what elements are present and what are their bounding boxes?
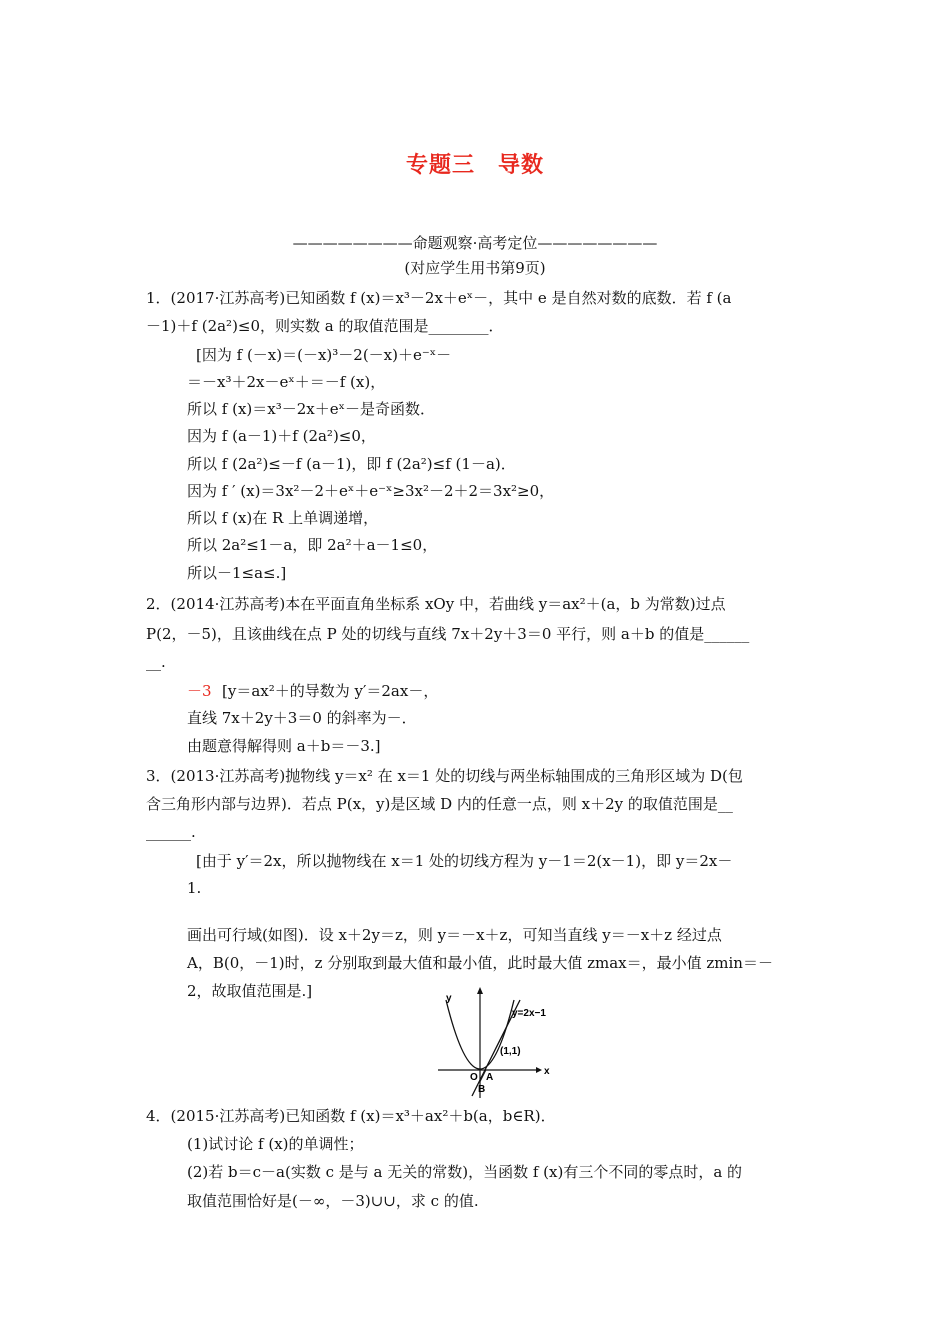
x-axis-arrow (536, 1067, 542, 1073)
problem-4-line-3: (2)若 b＝c－a(实数 c 是与 a 无关的常数)，当函数 f (x)有三个不同的零点时，a 的 (187, 1163, 743, 1181)
problem-2-line-1: 2．(2014·江苏高考)本在平面直角坐标系 xOy 中，若曲线 y＝ax²＋(a，b 为常数)过点 (146, 595, 726, 613)
tangency-point-label: (1,1) (500, 1046, 521, 1057)
page-title: 专题三 导数 (405, 153, 544, 178)
solution-1-line-7: 所以 f (x)在 R 上单调递增， (187, 509, 379, 527)
y-axis-arrow (477, 987, 483, 994)
problem-2-line-3: __. (146, 653, 166, 671)
solution-3-line-4: A，B(0，－1)时，z 分别取到最大值和最小值，此时最大值 zmax＝，最小值 zmin＝－ (187, 954, 773, 972)
problem-3-line-1: 3．(2013·江苏高考)抛物线 y＝x² 在 x＝1 处的切线与两坐标轴围成的三角形区域为 D(包 (146, 767, 743, 785)
solution-2-line-2: 直线 7x＋2y＋3＝0 的斜率为－． (187, 709, 417, 727)
solution-3-line-1: [由于 y′＝2x，所以抛物线在 x＝1 处的切线方程为 y－1＝2(x－1)，即 y＝2x－ (196, 852, 733, 870)
solution-1-line-2: ＝－x³＋2x－eˣ＋＝－f (x)， (187, 373, 386, 391)
problem-3-line-2: 含三角形内部与边界)．若点 P(x，y)是区域 D 内的任意一点，则 x＋2y 的取值范围是__ (146, 795, 733, 813)
problem-4-line-2: (1)试讨论 f (x)的单调性； (187, 1135, 364, 1153)
origin-label: O (470, 1072, 478, 1083)
solution-1-line-5: 所以 f (2a²)≤－f (a－1)，即 f (2a²)≤f (1－a)． (187, 455, 516, 473)
feasible-region-figure (434, 978, 564, 1102)
problem-3-line-3: ______. (146, 823, 196, 841)
problem-2-answer: －3 (187, 682, 212, 700)
point-b-label: B (478, 1084, 486, 1095)
solution-1-line-9: 所以－1≤a≤.] (187, 564, 287, 582)
solution-3-line-2: 1. (187, 879, 202, 897)
solution-1-line-1: [因为 f (－x)＝(－x)³－2(－x)＋e⁻ˣ－ (196, 346, 452, 364)
solution-3-line-3: 画出可行域(如图)．设 x＋2y＝z，则 y＝－x＋z，可知当直线 y＝－x＋z 经过点 (187, 926, 722, 944)
solution-3-line-5: 2，故取值范围是.] (187, 982, 313, 1000)
problem-1-line-1: 1．(2017·江苏高考)已知函数 f (x)＝x³－2x＋eˣ－，其中 e 是自然对数的底数．若 f (a (146, 289, 732, 307)
problem-2-line-2: P(2，－5)，且该曲线在点 P 处的切线与直线 7x＋2y＋3＝0 平行，则 a＋b 的值是______ (146, 625, 750, 643)
solution-1-line-6: 因为 f ′ (x)＝3x²－2＋eˣ＋e⁻ˣ≥3x²－2＋2＝3x²≥0， (187, 482, 555, 500)
problem-4-line-1: 4．(2015·江苏高考)已知函数 f (x)＝x³＋ax²＋b(a，b∈R)． (146, 1107, 556, 1125)
problem-4-line-4: 取值范围恰好是(－∞，－3)∪∪，求 c 的值. (187, 1192, 479, 1210)
section-subtitle: (对应学生用书第9页) (404, 259, 546, 277)
tangent-line-label: y=2x−1 (512, 1008, 546, 1019)
solution-2-line-1: [y＝ax²＋的导数为 y′＝2ax－， (222, 682, 439, 700)
solution-1-line-4: 因为 f (a－1)＋f (2a²)≤0， (187, 427, 376, 445)
x-axis-label: x (544, 1066, 550, 1077)
solution-2-line-3: 由题意得解得则 a＋b＝－3.] (187, 737, 381, 755)
section-header: ————————命题观察·高考定位———————— (292, 234, 658, 252)
point-a-label: A (486, 1072, 494, 1083)
solution-1-line-3: 所以 f (x)＝x³－2x＋eˣ－是奇函数． (187, 400, 435, 418)
y-axis-label: y (446, 993, 452, 1004)
solution-1-line-8: 所以 2a²≤1－a，即 2a²＋a－1≤0， (187, 536, 438, 554)
problem-1-line-2: －1)＋f (2a²)≤0，则实数 a 的取值范围是________． (146, 317, 504, 335)
